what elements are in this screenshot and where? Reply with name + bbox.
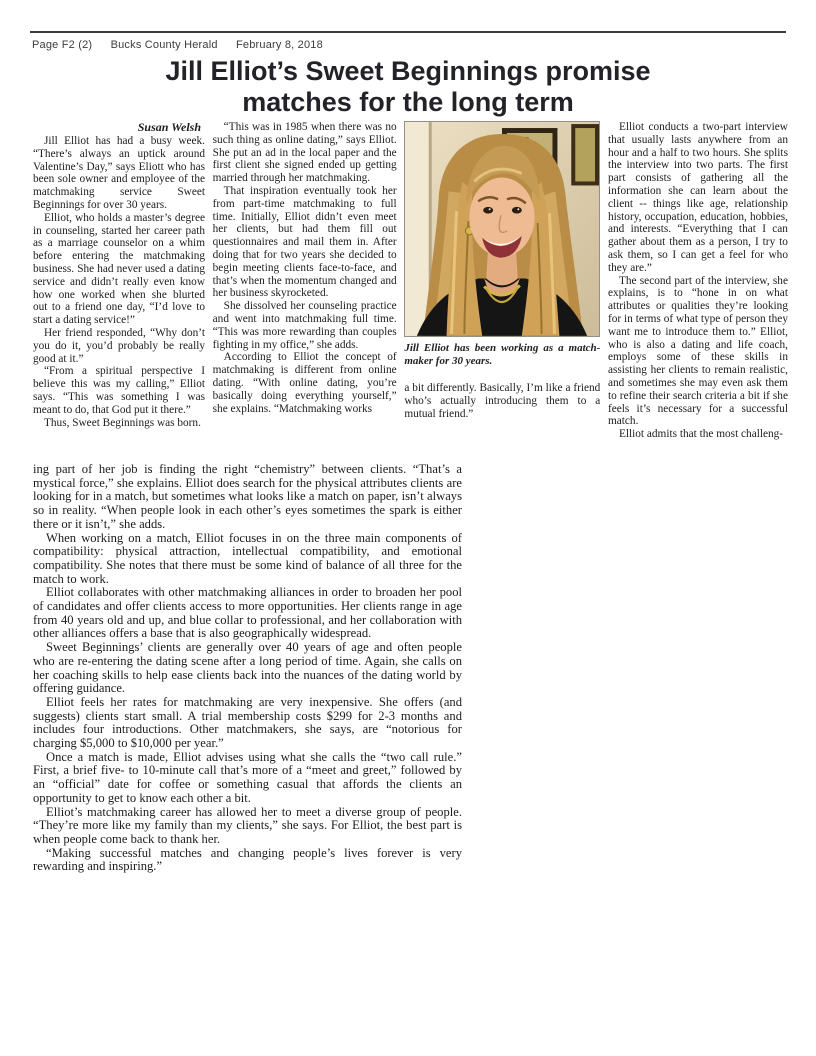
paragraph: Elliot’s matchmaking career has allowed her to meet a diverse group of people. “They’re more like my family than my clients,” she says. For Elliot, the best part is when people come back to thank her. [33, 804, 462, 846]
paragraph: Elliot collaborates with other matchmaking alliances in order to broaden her pool of candidates and offer clients access to more opportunities. Her clients range in age from 40 years old and up, and blue collar to professional, and her collaboration with other alliances offers a base that is also geographically widespread. [33, 585, 462, 641]
masthead [32, 39, 338, 51]
photo-caption: Jill Elliot has been working as a match-maker for 30 years. [404, 342, 601, 367]
paragraph: Her friend responded, “Why don’t you do it, you’d probably be really good at it.” [33, 326, 205, 365]
body-column-1 [33, 121, 205, 441]
paragraph: Jill Elliot has had a busy week. “There’s always an uptick around Valentine’s Day,” says Eliott who has been sole owner and employee of the matchmaking service Sweet Beginnings for over 30 years. [33, 135, 205, 211]
paragraph: That inspiration eventually took her from part-time matchmaking to full time. Initially, Elliot didn’t even meet her clients, but had them fill out questionnaires and mail them in. After doing that for two years she decided to begin meeting clients face-to-face, and that’s when the momentum changed and her business skyrocketed. [212, 184, 397, 300]
body-column-2 [213, 121, 397, 441]
body-column-4 [608, 121, 788, 441]
paragraph: When working on a match, Elliot focuses in on the three main components of compatibility: physical attraction, intellectual compatibility, and emotional compatibility. She notes that there must be some kind of balance of all three for the match to work. [33, 530, 462, 586]
paragraph-continuation: a bit differently. Basically, I’m like a friend who’s actually introducing them to a mutual friend.” [404, 382, 601, 420]
paragraph: “From a spiritual perspective I believe this was my calling,” Elliot says. “This was something I was meant to do, that God put it there.” [33, 365, 205, 416]
article-photo-figure [404, 121, 600, 368]
masthead-divider [30, 31, 786, 33]
paragraph: “This was in 1985 when there was no such thing as online dating,” says Elliot. She put an ad in the local paper and the first client she signed ended up getting married through her matchmaking. [212, 121, 397, 185]
masthead-date: February 8, 2018 [235, 39, 323, 51]
paragraph: She dissolved her counseling practice and went into matchmaking full time. “This was more rewarding than couples fighting in my office,” she adds. [212, 300, 397, 351]
paragraph: Elliot conducts a two-part interview that usually lasts anywhere from an hour and a half to two hours. She splits the interview into two parts. The first part consists of gathering all the information she can learn about the client -- things like age, relationship history, occupation, education, hobbies, and interests. “Everything that I can gather about them as a person, I try to ask them, so I can get a feel for who they are.” [607, 121, 788, 274]
paragraph: Elliot admits that the most challeng- [618, 428, 784, 441]
paragraph: Once a match is made, Elliot advises using what she calls the “two call rule.” First, a brief five- to 10-minute call that’s more of a “meet and greet,” followed by an “official” date for coffee or something casual that affords the clients an opportunity to get to know each other a bit. [33, 749, 462, 805]
paragraph-continuation: ing part of her job is finding the right “chemistry” between clients. “That’s a mystical force,” she explains. Elliot does search for the physical attributes clients are looking for in a match, but sometimes what looks like a match on paper, isn’t always so in reality. “When people look in each other’s eyes sometimes the spark is either there or it isn’t,” she adds. [33, 462, 462, 531]
paragraph: Thus, Sweet Beginnings was born. [44, 416, 201, 429]
masthead-publication: Bucks County Herald [110, 39, 218, 51]
byline: Susan Welsh [137, 120, 201, 134]
paragraph: Elliot, who holds a master’s degree in counseling, started her career path as a marriage counselor on a whim before entering the matchmaking business. She had never used a dating service and didn’t really even know how one worked when she blurted out to a friend one day, “I’d love to start a dating service!” [33, 211, 205, 327]
article-body [33, 121, 788, 441]
masthead-page-number: Page F2 (2) [32, 39, 93, 51]
paragraph: “Making successful matches and changing people’s lives forever is very rewarding and inspiring.” [33, 845, 462, 874]
headline [0, 56, 816, 118]
paragraph: Elliot feels her rates for matchmaking are very inexpensive. She offers (and suggests) clients start small. A trial membership costs $299 for 2-3 months and includes four introductions. Other matchmakers, she says, are “notorious for charging $5,000 to $10,000 per year.” [33, 694, 462, 751]
body-column-3 [404, 121, 600, 441]
paragraph: According to Elliot the concept of matchmaking is different from online dating. “With online dating, you’re basically doing everything yourself,” she explains. “Matchmaking works [212, 351, 397, 415]
headline-line-2: matches for the long term [242, 87, 574, 117]
paragraph: Sweet Beginnings’ clients are generally over 40 years of age and often people who are re-entering the dating scene after a long period of time. Again, she calls on her coaching skills to help ease clients back into the nuances of the dating world by offering guidance. [33, 640, 462, 696]
headline-line-1: Jill Elliot’s Sweet Beginnings promise [165, 56, 651, 86]
bottom-section [33, 463, 462, 874]
paragraph: The second part of the interview, she explains, is to “hone in on what attributes or qualities they’re looking for in terms of what type of person they want me to introduce them to.” Elliot, who is also a dating and life coach, employs some of these skills in assisting her clients to remain realistic, and sometimes she may even ask them to refine their search criteria a bit if she feels it’s necessary for a successful match. [607, 274, 788, 428]
portrait-photo [404, 121, 600, 337]
